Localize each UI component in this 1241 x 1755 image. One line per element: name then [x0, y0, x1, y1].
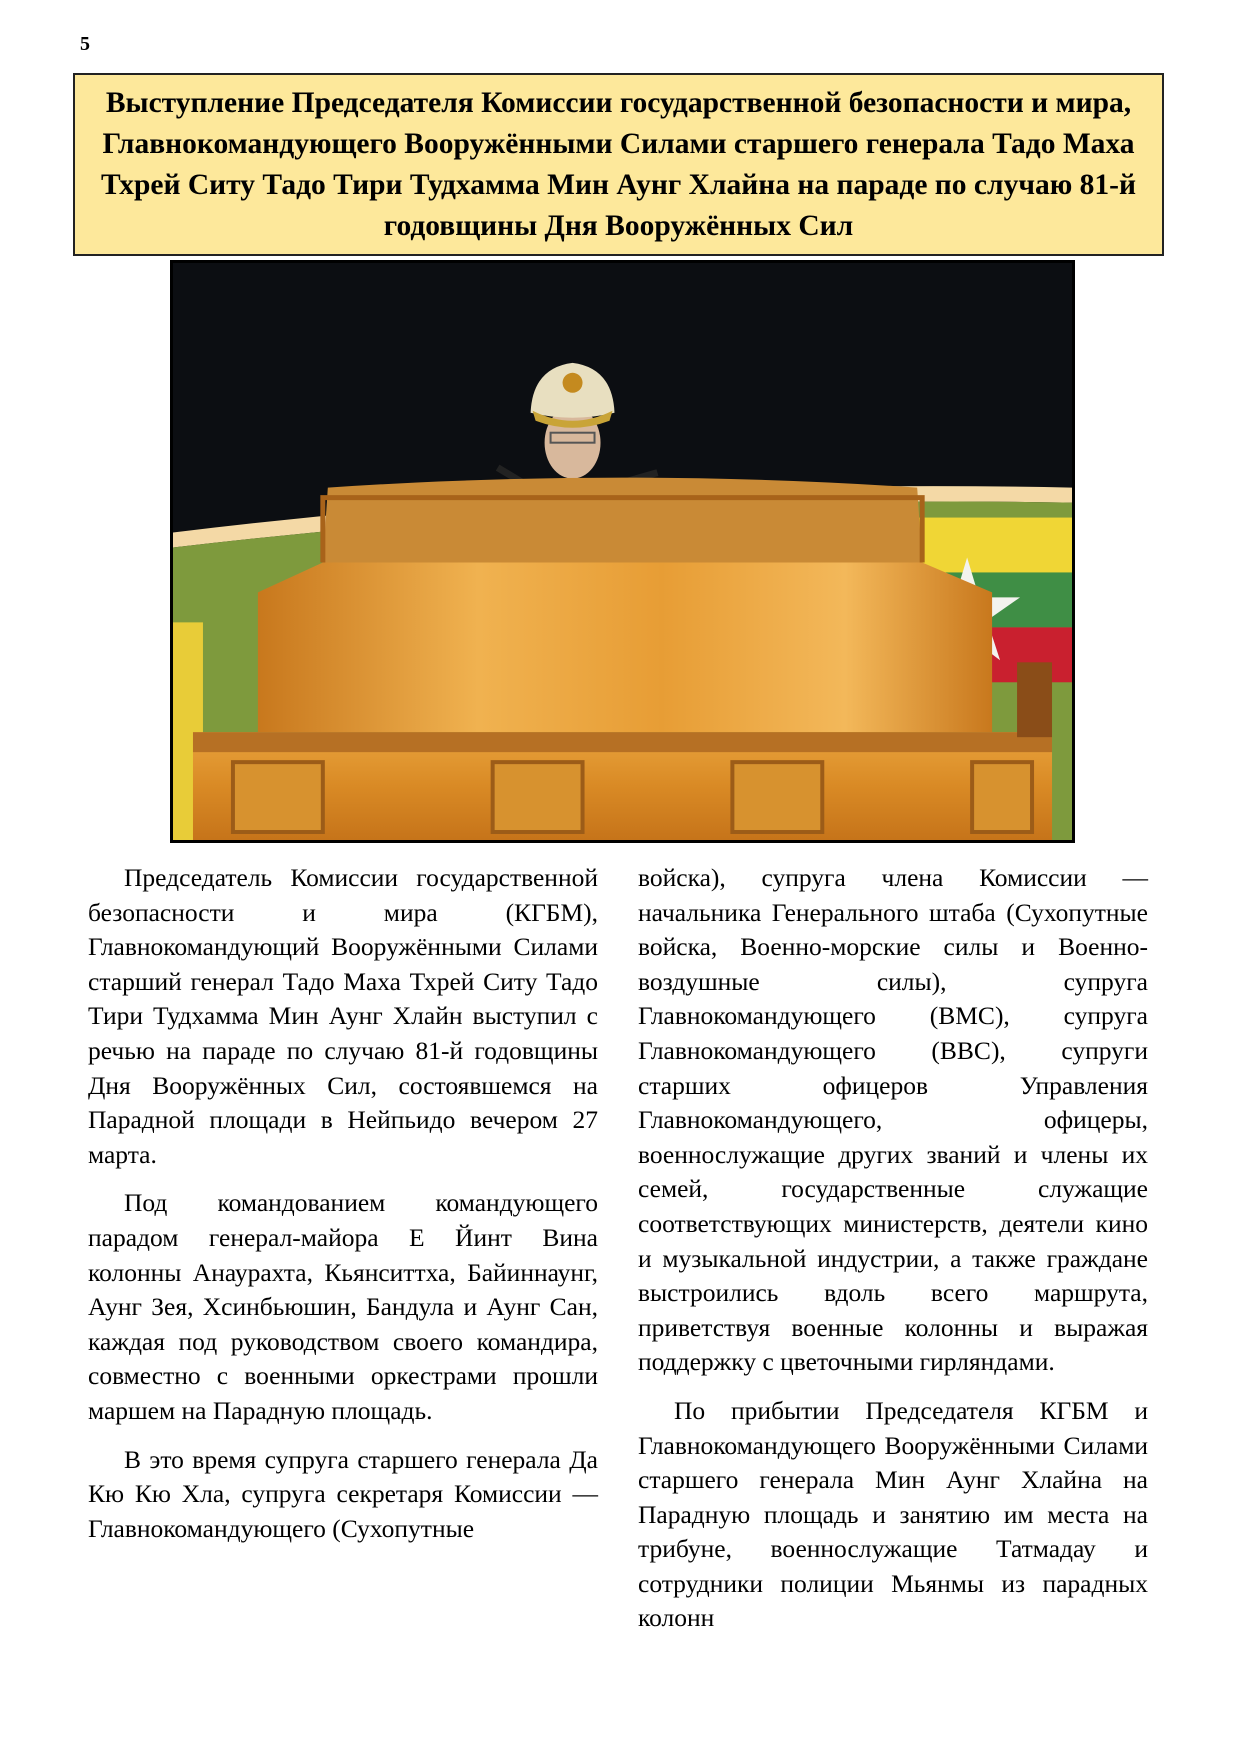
photo-illustration — [173, 263, 1072, 840]
podium-top-rim — [323, 478, 922, 563]
article-title: Выступление Председателя Комиссии государственной безопасности и мира, Главнокомандующего Вооружёнными Силами старшего генерала Тадо Маха Тхрей Ситу Тадо Тири Тудхамма Мин Аунг Хлайна на параде по случаю 81-й годовщины Дня Вооружённых Сил — [101, 86, 1136, 242]
paragraph-continued: войска), супруга члена Комиссии — начальника Генерального штаба (Сухопутные войска, Военно-морские силы и Военно-воздушные силы), супруга Главнокомандующего (ВМС), супруга Главнокомандующего (ВВС), супруги старших офицеров Управления Главнокомандующего, офицеры, военнослужащие других званий и члены их семей, государственные служащие соответствующих министерств, деятели кино и музыкальной индустрии, а также граждане выстроились вдоль всего маршрута, приветствуя военные колонны и выражая поддержку с цветочными гирляндами. — [638, 863, 1148, 1377]
podium-body — [258, 562, 992, 732]
paragraph: В это время супруга старшего генерала Да Кю Кю Хла, супруга секретаря Комиссии — Главнокомандующего (Сухопутные — [88, 1444, 598, 1543]
article-photo — [170, 260, 1075, 843]
paragraph: Под командованием командующего парадом генерал-майора Е Йинт Вина колонны Анаурахта, Кьянситтха, Байиннаунг, Аунг Зея, Хсинбьюшин, Бандула и Аунг Сан, каждая под руководством своего командира, совместно с военными оркестрами прошли маршем на Парадную площадь. — [88, 1188, 598, 1425]
page-number: 5 — [80, 33, 90, 55]
article-column-right — [638, 861, 1148, 1650]
cap-badge-icon — [563, 373, 583, 393]
article-title-box — [73, 73, 1164, 256]
paragraph: По прибытии Председателя КГБМ и Главнокомандующего Вооружёнными Силами старшего генерала Мин Аунг Хлайна на Парадную площадь и занятию им места на трибуне, военнослужащие Татмадау и сотрудники полиции Мьянмы из парадных колонн — [638, 1395, 1148, 1633]
paragraph: Председатель Комиссии государственной безопасности и мира (КГБМ), Главнокомандующий Вооружёнными Силами старший генерал Тадо Маха Тхрей Ситу Тадо Тири Тудхамма Мин Аунг Хлайн выступил с речью на параде по случаю 81-й годовщины Дня Вооружённых Сил, состоявшемся на Парадной площади в Нейпьидо вечером 27 марта. — [88, 863, 598, 1169]
podium-carving — [193, 732, 1052, 752]
article-column-left — [88, 861, 598, 1560]
post-right — [1017, 662, 1052, 737]
